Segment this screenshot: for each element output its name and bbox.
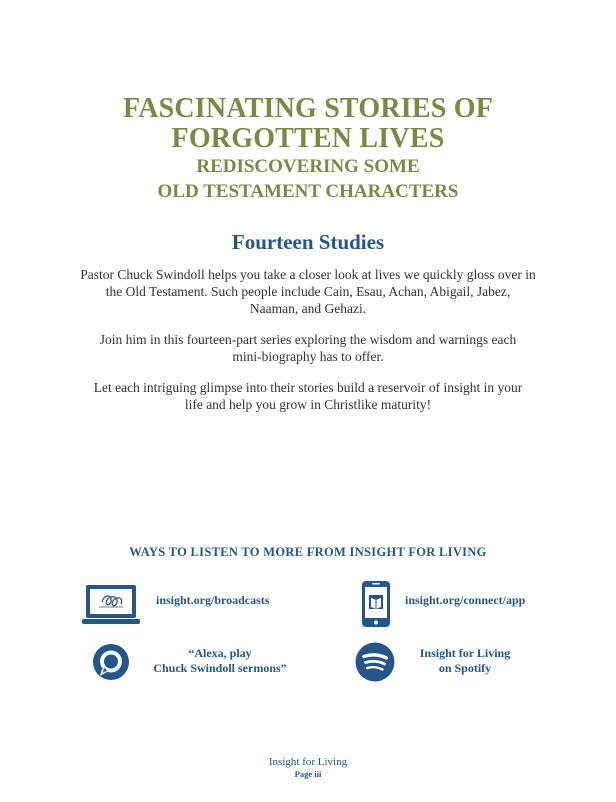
title-line-1: FASCINATING STORIES OF bbox=[122, 93, 494, 124]
laptop-icon bbox=[82, 583, 140, 632]
subtitle-line-1: REDISCOVERING SOME bbox=[196, 156, 420, 177]
phone-app-icon bbox=[360, 580, 392, 633]
footer bbox=[0, 756, 616, 779]
alexa-text[interactable] bbox=[140, 646, 300, 676]
alexa-icon bbox=[92, 643, 130, 686]
alexa-line-1: “Alexa, play bbox=[188, 646, 252, 660]
spotify-line-2: on Spotify bbox=[438, 661, 492, 675]
ways-heading: WAYS TO LISTEN TO MORE FROM INSIGHT FOR LIVING bbox=[129, 545, 487, 559]
page-number: Page iii bbox=[294, 769, 322, 779]
title-line-2: FORGOTTEN LIVES bbox=[171, 123, 445, 154]
footer-org: Insight for Living bbox=[268, 756, 348, 768]
spotify-icon bbox=[355, 642, 395, 687]
spotify-line-1: Insight for Living bbox=[419, 646, 511, 660]
paragraph-1: Pastor Chuck Swindoll helps you take a closer look at lives we quickly gloss over in the Old Testament. Such people include Cain, Esau, Achan, Abigail, Jabez, Naaman, and Gehazi. bbox=[80, 267, 536, 316]
spotify-text[interactable] bbox=[410, 646, 520, 676]
subtitle-line-2: OLD TESTAMENT CHARACTERS bbox=[157, 181, 459, 202]
app-link[interactable]: insight.org/connect/app bbox=[405, 593, 526, 607]
title-block bbox=[0, 94, 616, 204]
paragraph-3: Let each intriguing glimpse into their stories build a reservoir of insight in your life and help you grow in Christlike maturity! bbox=[93, 380, 523, 412]
alexa-line-2: Chuck Swindoll sermons” bbox=[153, 661, 287, 675]
studies-heading: Fourteen Studies bbox=[231, 230, 385, 254]
description bbox=[80, 266, 536, 427]
paragraph-2: Join him in this fourteen-part series exploring the wisdom and warnings each mini-biography has to offer. bbox=[99, 332, 517, 364]
broadcasts-link[interactable]: insight.org/broadcasts bbox=[156, 593, 270, 607]
